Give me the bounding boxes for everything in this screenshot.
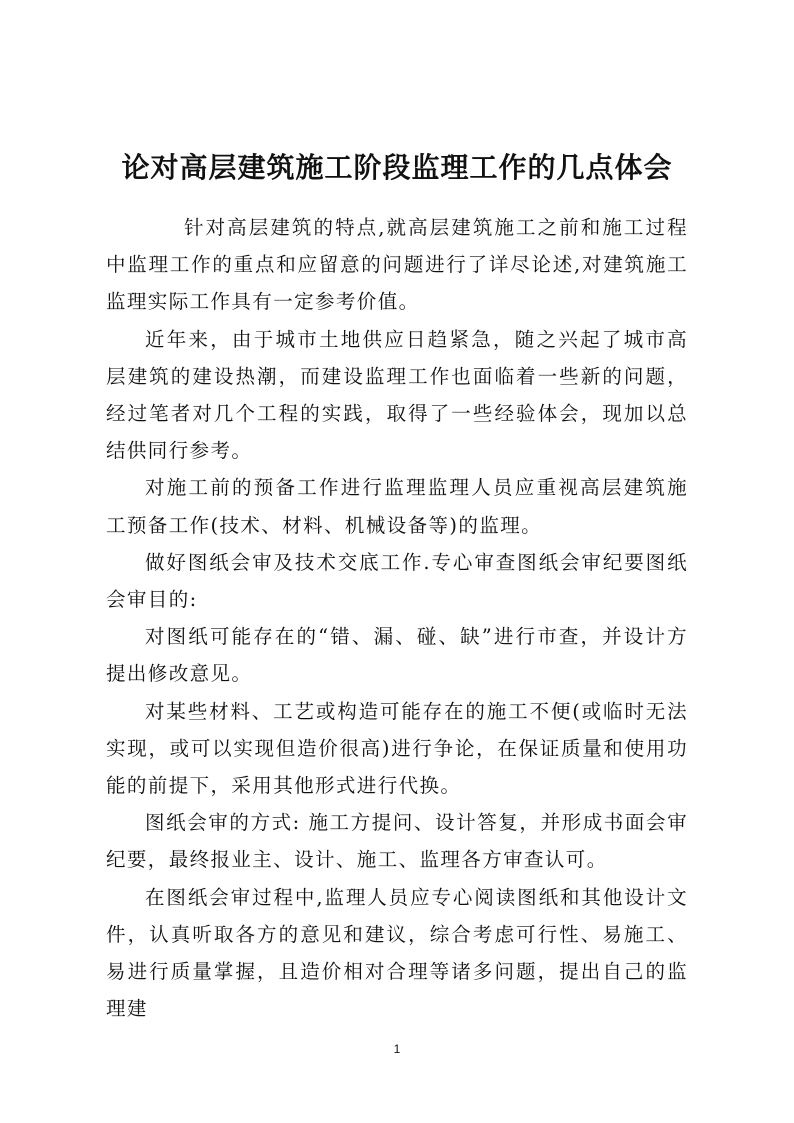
paragraph: 对某些材料、工艺或构造可能存在的施工不便(或临时无法实现，或可以实现但造价很高)进行争论，在保证质量和使用功能的前提下，采用其他形式进行代换。 — [106, 699, 688, 798]
paragraph: 在图纸会审过程中,监理人员应专心阅读图纸和其他设计文件，认真听取各方的意见和建议，综合考虑可行性、易施工、易进行质量掌握，且造价相对合理等诸多问题，提出自己的监理建 — [106, 885, 688, 1021]
paragraph: 对图纸可能存在的“错、漏、碰、缺”进行市查，并设计方提出修改意见。 — [106, 625, 688, 686]
paragraph: 对施工前的预备工作进行监理监理人员应重视高层建筑施工预备工作(技术、材料、机械设备等)的监理。 — [106, 476, 688, 537]
paragraph: 近年来，由于城市土地供应日趋紧急，随之兴起了城市高层建筑的建设热潮，而建设监理工作也面临着一些新的问题，经过笔者对几个工程的实践，取得了一些经验体会，现加以总结供同行参考。 — [106, 327, 688, 463]
document-body — [106, 209, 688, 1027]
document-title: 论对高层建筑施工阶段监理工作的几点体会 — [121, 151, 673, 184]
paragraph: 图纸会审的方式: 施工方提问、设计答复，并形成书面会审纪要，最终报业主、设计、施工、监理各方审查认可。 — [106, 811, 688, 872]
paragraph-abstract: 针对高层建筑的特点,就高层建筑施工之前和施工过程中监理工作的重点和应留意的问题进行了详尽论述,对建筑施工监理实际工作具有一定参考价值。 — [106, 216, 688, 314]
page-number: 1 — [393, 1042, 401, 1056]
paragraph: 做好图纸会审及技术交底工作.专心审查图纸会审纪要图纸会审目的: — [106, 550, 688, 612]
